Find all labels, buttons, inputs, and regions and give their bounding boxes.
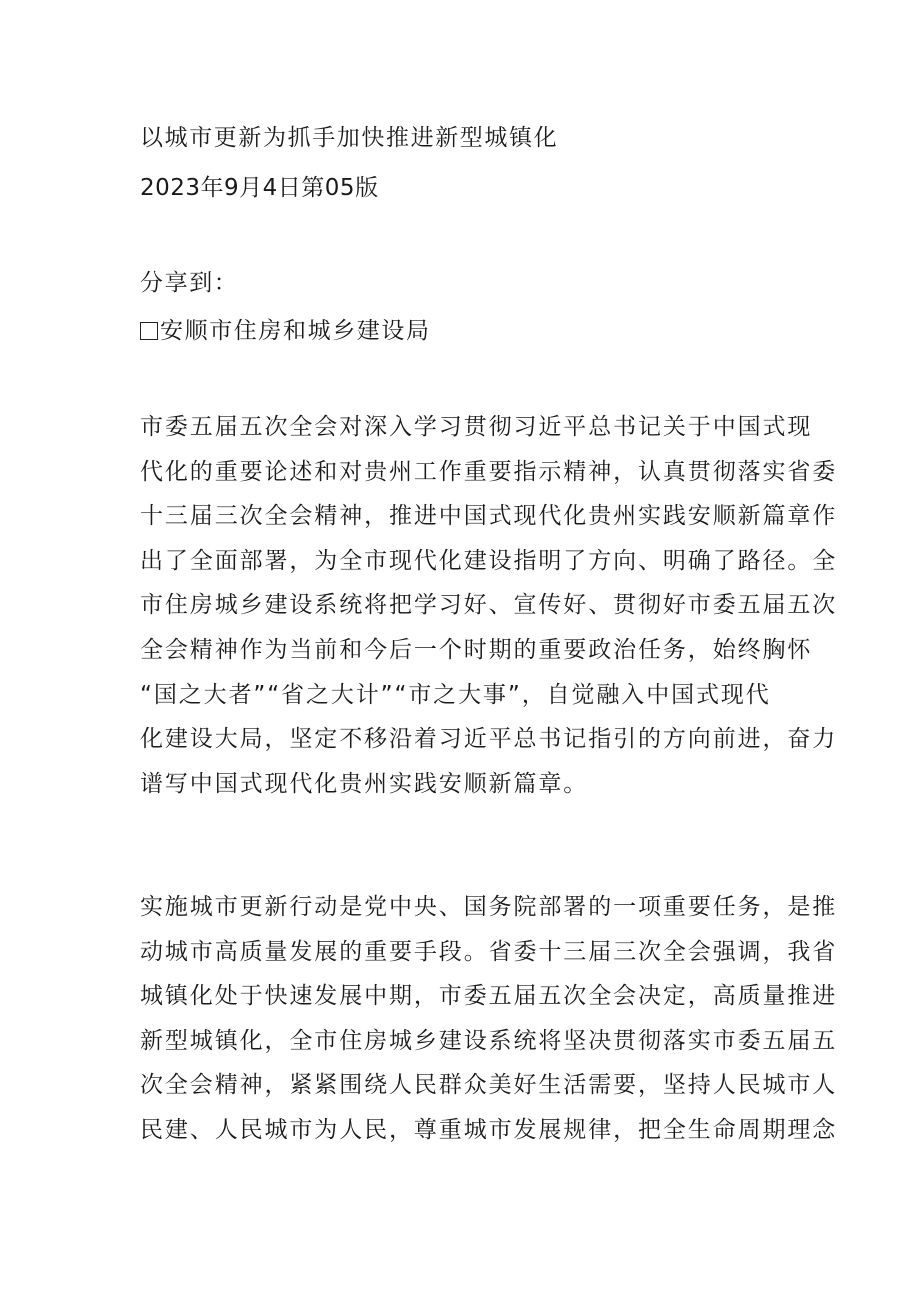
paragraph-line: 十三届三次全会精神，推进中国式现代化贵州实践安顺新篇章作 (140, 503, 838, 530)
paragraph-line: 市住房城乡建设系统将把学习好、宣传好、贯彻好市委五届五次 (140, 592, 838, 619)
paragraph-line: 民建、人民城市为人民，尊重城市发展规律，把全生命周期理念 (140, 1116, 838, 1143)
paragraph-line: “国之大者”“省之大计”“市之大事”，自觉融入中国式现代 (140, 681, 771, 708)
paragraph-line: 代化的重要论述和对贵州工作重要指示精神，认真贯彻落实省委 (140, 458, 838, 485)
paragraph-line: 出了全面部署，为全市现代化建设指明了方向、明确了路径。全 (140, 547, 838, 574)
paragraph-line: 新型城镇化，全市住房城乡建设系统将坚决贯彻落实市委五届五 (140, 1027, 838, 1054)
article-title: 以城市更新为抓手加快推进新型城镇化 (140, 125, 559, 151)
paragraph-2 (140, 885, 838, 1153)
paragraph-line: 市委五届五次全会对深入学习贯彻习近平总书记关于中国式现 (140, 414, 813, 440)
paragraph-line: 城镇化处于快速发展中期，市委五届五次全会决定，高质量推进 (140, 983, 838, 1010)
publication-date: 2023年9月4日第05版 (140, 175, 379, 201)
paragraph-line: 化建设大局，坚定不移沿着习近平总书记指引的方向前进，奋力 (140, 726, 838, 753)
paragraph-line: 谱写中国式现代化贵州实践安顺新篇章。 (140, 770, 589, 797)
source-name: 安顺市住房和城乡建设局 (160, 318, 431, 344)
checkbox-icon (140, 322, 158, 340)
share-label: 分享到： (140, 270, 239, 296)
paragraph-line: 全会精神作为当前和今后一个时期的重要政治任务，始终胸怀 (140, 636, 813, 663)
source-row (140, 316, 431, 346)
paragraph-line: 动城市高质量发展的重要手段。省委十三届三次全会强调，我省 (140, 938, 838, 965)
paragraph-1 (140, 405, 838, 806)
paragraph-line: 实施城市更新行动是党中央、国务院部署的一项重要任务，是推 (140, 894, 838, 920)
paragraph-line: 次全会精神，紧紧围绕人民群众美好生活需要，坚持人民城市人 (140, 1072, 838, 1099)
